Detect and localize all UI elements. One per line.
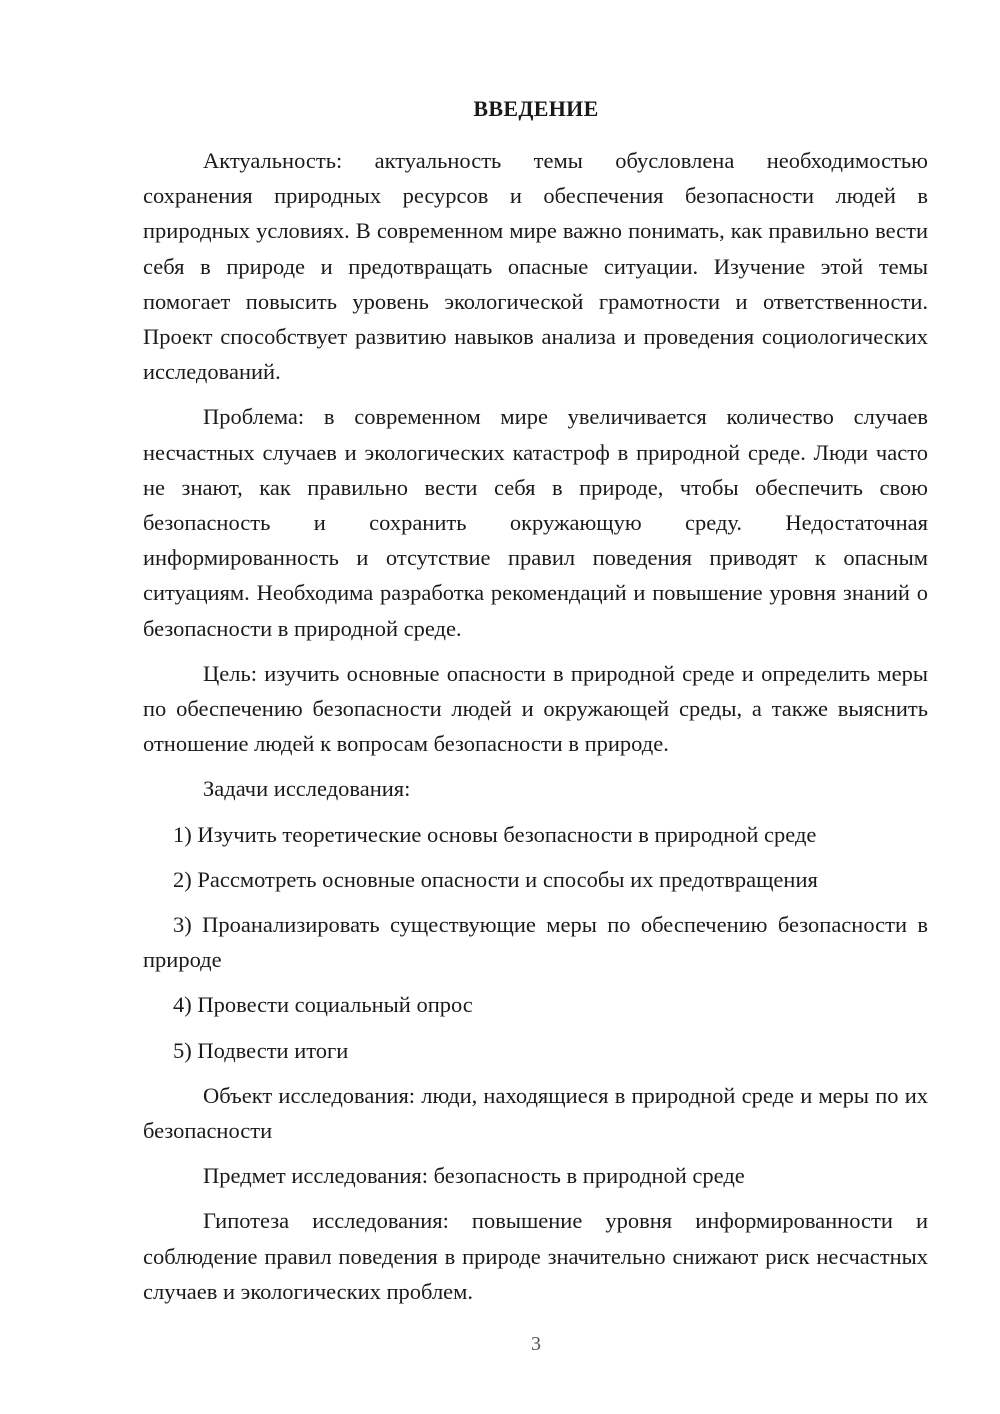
task-item: 3) Проанализировать существующие меры по обеспечению безопасности в природе — [143, 912, 928, 973]
tasks-heading: Задачи исследования: — [203, 776, 411, 802]
task-item: 2) Рассмотреть основные опасности и способы их предотвращения — [173, 866, 818, 892]
task-item: 4) Провести социальный опрос — [173, 992, 473, 1018]
task-item: 5) Подвести итоги — [173, 1037, 349, 1063]
page-title: ВВЕДЕНИЕ — [473, 96, 599, 121]
task-item: 1) Изучить теоретические основы безопасности в природной среде — [173, 821, 817, 847]
object-paragraph: Объект исследования: люди, находящиеся в природной среде и меры по их безопасности — [143, 1082, 928, 1144]
subject-paragraph: Предмет исследования: безопасность в природной среде — [203, 1163, 745, 1189]
relevance-paragraph: Актуальность: актуальность темы обусловлена необходимостью сохранения природных ресурсов и обеспечения безопасности людей в природных условиях. В современном мире важно понимать, как правильно вести себя в природе и предотвращать опасные ситуации. Изучение этой темы помогает повысить уровень экологической грамотности и ответственности. Проект способствует развитию навыков анализа и проведения социологических исследований. — [143, 148, 928, 385]
page-number: 3 — [531, 1333, 541, 1355]
document-body — [143, 143, 928, 1319]
problem-paragraph: Проблема: в современном мире увеличивается количество случаев несчастных случаев и экологических катастроф в природной среде. Люди часто не знают, как правильно вести себя в природе, чтобы обеспечить свою безопасность и сохранить окружающую среду. Недостаточная информированность и отсутствие правил поведения приводят к опасным ситуациям. Необходима разработка рекомендаций и повышение уровня знаний о безопасности в природной среде. — [143, 404, 928, 641]
goal-paragraph: Цель: изучить основные опасности в природной среде и определить меры по обеспечению безопасности людей и окружающей среды, а также выяснить отношение людей к вопросам безопасности в природе. — [143, 660, 928, 757]
hypothesis-paragraph: Гипотеза исследования: повышение уровня информированности и соблюдение правил поведения в природе значительно снижают риск несчастных случаев и экологических проблем. — [143, 1208, 928, 1304]
